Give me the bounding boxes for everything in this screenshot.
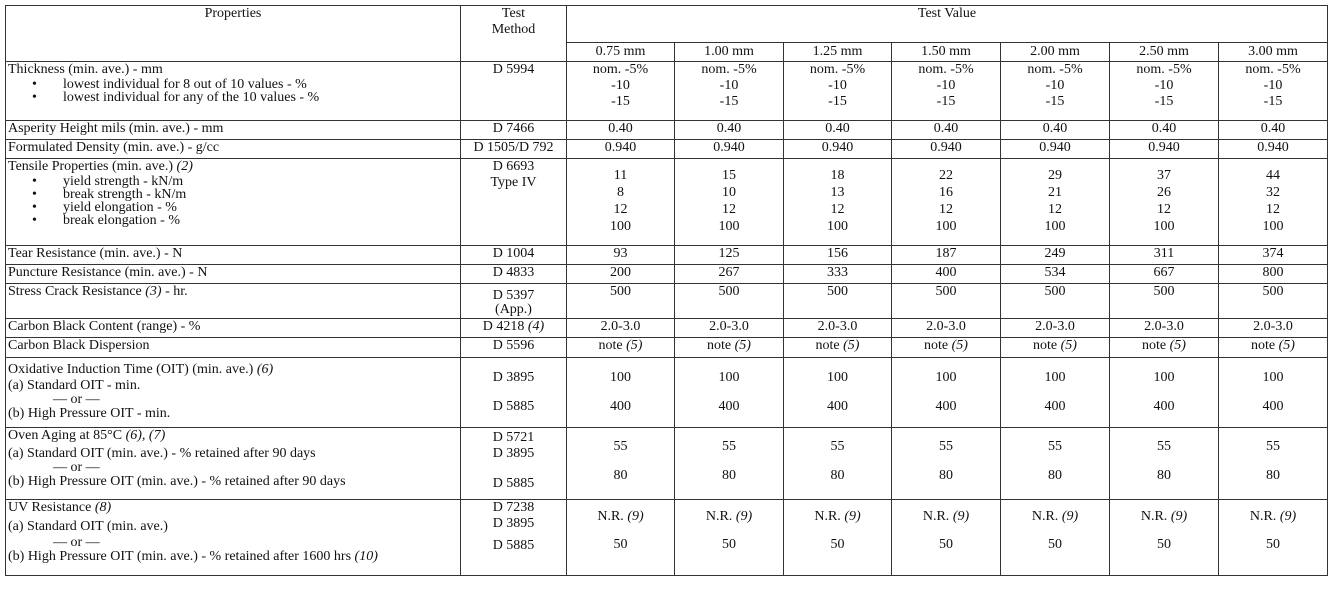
carbon-content-value: 2.0-3.0 xyxy=(1219,319,1328,338)
tensile-values xyxy=(567,159,675,246)
note-text: note xyxy=(1033,338,1058,353)
break-elongation-value: 100 xyxy=(718,219,740,234)
stress-crack-value: 500 xyxy=(567,284,675,319)
uv-values xyxy=(1110,500,1219,576)
thickness-values xyxy=(784,62,892,121)
uv-standard-value: N.R. xyxy=(1140,509,1168,524)
puncture-value: 200 xyxy=(567,265,675,284)
stress-crack-value: 500 xyxy=(1110,284,1219,319)
carbon-dispersion-method: D 5596 xyxy=(461,338,567,358)
asperity-property: Asperity Height mils (min. ave.) - mm xyxy=(6,121,461,140)
oit-standard-value: 100 xyxy=(610,370,631,385)
note-ref: (5) xyxy=(1060,338,1077,353)
oven-standard-value: 55 xyxy=(830,439,845,454)
break-strength-value: 13 xyxy=(830,185,845,200)
row-oit xyxy=(6,358,1328,428)
tear-value: 311 xyxy=(1110,246,1219,265)
tear-property: Tear Resistance (min. ave.) - N xyxy=(6,246,461,265)
specification-table xyxy=(5,5,1328,576)
puncture-property: Puncture Resistance (min. ave.) - N xyxy=(6,265,461,284)
thickness-nominal: nom. -5% xyxy=(1136,62,1192,77)
asperity-value: 0.40 xyxy=(1001,121,1110,140)
uv-high-pressure-value: 50 xyxy=(1157,537,1171,552)
asperity-value: 0.40 xyxy=(567,121,675,140)
uv-values xyxy=(892,500,1001,576)
density-value: 0.940 xyxy=(784,140,892,159)
break-strength-value: 26 xyxy=(1157,185,1171,200)
note-ref: (5) xyxy=(1169,338,1186,353)
oven-aging-values xyxy=(1110,428,1219,500)
puncture-value: 800 xyxy=(1219,265,1328,284)
break-strength-value: 10 xyxy=(722,185,736,200)
row-carbon-dispersion xyxy=(6,338,1328,358)
oit-high-pressure-value: 400 xyxy=(1153,399,1175,414)
yield-elongation-value: 12 xyxy=(722,202,736,217)
uv-high-pressure-value: 50 xyxy=(939,537,953,552)
tensile-method: D 6693 Type IV xyxy=(461,159,567,246)
carbon-content-value: 2.0-3.0 xyxy=(784,319,892,338)
carbon-dispersion-value xyxy=(675,338,784,358)
carbon-dispersion-value xyxy=(1219,338,1328,358)
thickness-header-200: 2.00 mm xyxy=(1001,43,1110,62)
carbon-dispersion-value xyxy=(1110,338,1219,358)
oit-method: D 3895 D 5885 xyxy=(461,358,567,428)
carbon-content-value: 2.0-3.0 xyxy=(1001,319,1110,338)
oven-standard-value: 55 xyxy=(1266,439,1280,454)
density-value: 0.940 xyxy=(1110,140,1219,159)
puncture-value: 400 xyxy=(892,265,1001,284)
oit-values xyxy=(892,358,1001,428)
uv-standard-note: (9) xyxy=(735,509,753,524)
asperity-method: D 7466 xyxy=(461,121,567,140)
thickness-values xyxy=(675,62,784,121)
asperity-value: 0.40 xyxy=(1110,121,1219,140)
thickness-header-125: 1.25 mm xyxy=(784,43,892,62)
break-strength-value: 8 xyxy=(617,185,624,200)
uv-standard-value: N.R. xyxy=(1031,509,1059,524)
density-method: D 1505/D 792 xyxy=(461,140,567,159)
thickness-nominal: nom. -5% xyxy=(918,62,974,77)
oit-values xyxy=(1001,358,1110,428)
break-elongation-value: 100 xyxy=(827,219,848,234)
thickness-nominal: nom. -5% xyxy=(701,62,757,77)
note-text: note xyxy=(598,338,623,353)
thickness-values xyxy=(892,62,1001,121)
oit-high-pressure-value: 400 xyxy=(935,399,957,414)
thickness-values xyxy=(1110,62,1219,121)
uv-standard-note: (9) xyxy=(952,509,970,524)
row-density xyxy=(6,140,1328,159)
puncture-value: 333 xyxy=(784,265,892,284)
uv-high-pressure-value: 50 xyxy=(1048,537,1062,552)
density-value: 0.940 xyxy=(1219,140,1328,159)
oven-standard-value: 55 xyxy=(1048,439,1062,454)
stress-crack-value: 500 xyxy=(1001,284,1110,319)
stress-crack-value: 500 xyxy=(1219,284,1328,319)
carbon-content-property: Carbon Black Content (range) - % xyxy=(6,319,461,338)
oit-high-pressure-value: 400 xyxy=(1044,399,1066,414)
oit-values xyxy=(1110,358,1219,428)
uv-high-pressure-value: 50 xyxy=(722,537,736,552)
thickness-values xyxy=(1219,62,1328,121)
thickness-header-150: 1.50 mm xyxy=(892,43,1001,62)
tear-value: 125 xyxy=(675,246,784,265)
thickness-header-300: 3.00 mm xyxy=(1219,43,1328,62)
yield-strength-value: 15 xyxy=(722,168,736,183)
asperity-value: 0.40 xyxy=(784,121,892,140)
break-elongation-value: 100 xyxy=(935,219,957,234)
carbon-content-value: 2.0-3.0 xyxy=(675,319,784,338)
thickness-property: Thickness (min. ave.) - mm • lowest individual for 8 out of 10 values - % • lowest individual for any of the 10 values - % xyxy=(6,62,461,121)
uv-values xyxy=(1219,500,1328,576)
row-tensile xyxy=(6,159,1328,246)
stress-crack-value: 500 xyxy=(784,284,892,319)
puncture-method: D 4833 xyxy=(461,265,567,284)
uv-high-pressure-value: 50 xyxy=(613,537,628,552)
oit-standard-value: 100 xyxy=(827,370,848,385)
carbon-dispersion-value xyxy=(1001,338,1110,358)
oven-aging-values xyxy=(1001,428,1110,500)
row-uv-resistance xyxy=(6,500,1328,576)
oven-aging-values xyxy=(1219,428,1328,500)
asperity-value: 0.40 xyxy=(892,121,1001,140)
thickness-min-8of10: -10 xyxy=(611,78,630,93)
uv-standard-note: (9) xyxy=(1061,509,1079,524)
thickness-min-any: -15 xyxy=(1154,94,1174,109)
thickness-method: D 5994 xyxy=(461,62,567,121)
oit-values xyxy=(675,358,784,428)
uv-standard-value: N.R. xyxy=(814,509,841,524)
row-thickness xyxy=(6,62,1328,121)
break-elongation-value: 100 xyxy=(610,219,631,234)
oven-aging-method: D 5721 D 3895 D 5885 xyxy=(461,428,567,500)
oven-aging-values xyxy=(784,428,892,500)
oit-high-pressure-value: 400 xyxy=(827,399,848,414)
oven-standard-value: 55 xyxy=(722,439,736,454)
carbon-content-value: 2.0-3.0 xyxy=(567,319,675,338)
oit-property: Oxidative Induction Time (OIT) (min. ave.) (6) (a) Standard OIT - min. — or — (b) High Pressure OIT - min. xyxy=(6,358,461,428)
break-strength-value: 21 xyxy=(1048,185,1062,200)
yield-strength-value: 11 xyxy=(613,168,628,183)
oven-standard-value: 55 xyxy=(613,439,628,454)
puncture-value: 267 xyxy=(675,265,784,284)
thickness-min-any: -15 xyxy=(1263,94,1283,109)
oit-high-pressure-value: 400 xyxy=(1262,399,1284,414)
thickness-min-any: -15 xyxy=(1045,94,1065,109)
row-asperity xyxy=(6,121,1328,140)
density-value: 0.940 xyxy=(1001,140,1110,159)
oven-high-pressure-value: 80 xyxy=(830,468,845,483)
yield-strength-value: 18 xyxy=(830,168,845,183)
note-text: note xyxy=(1251,338,1276,353)
note-ref: (5) xyxy=(734,338,751,353)
carbon-dispersion-value xyxy=(567,338,675,358)
oit-standard-value: 100 xyxy=(935,370,957,385)
thickness-min-any: -15 xyxy=(936,94,956,109)
thickness-header-250: 2.50 mm xyxy=(1110,43,1219,62)
row-oven-aging xyxy=(6,428,1328,500)
thickness-min-8of10: -10 xyxy=(828,78,847,93)
note-ref: (5) xyxy=(1278,338,1295,353)
tear-value: 187 xyxy=(892,246,1001,265)
properties-header: Properties xyxy=(6,6,461,62)
yield-strength-value: 29 xyxy=(1048,168,1062,183)
thickness-min-any: -15 xyxy=(828,94,847,109)
yield-elongation-value: 12 xyxy=(830,202,845,217)
row-stress-crack xyxy=(6,284,1328,319)
tear-method: D 1004 xyxy=(461,246,567,265)
thickness-min-8of10: -10 xyxy=(1263,78,1283,93)
carbon-dispersion-value xyxy=(892,338,1001,358)
row-carbon-content xyxy=(6,319,1328,338)
uv-standard-note: (9) xyxy=(1170,509,1188,524)
oit-high-pressure-value: 400 xyxy=(610,399,631,414)
uv-standard-value: N.R. xyxy=(922,509,950,524)
asperity-value: 0.40 xyxy=(675,121,784,140)
break-strength-value: 32 xyxy=(1266,185,1280,200)
thickness-min-8of10: -10 xyxy=(936,78,956,93)
density-value: 0.940 xyxy=(567,140,675,159)
note-text: note xyxy=(815,338,840,353)
thickness-nominal: nom. -5% xyxy=(1245,62,1301,77)
oit-values xyxy=(784,358,892,428)
note-ref: (5) xyxy=(951,338,968,353)
uv-property: UV Resistance (8) (a) Standard OIT (min. ave.) — or — (b) High Pressure OIT (min. ave.) - % retained after 1600 hrs (10) xyxy=(6,500,461,576)
note-text: note xyxy=(707,338,732,353)
uv-standard-note: (9) xyxy=(627,509,644,524)
yield-elongation-value: 12 xyxy=(1157,202,1171,217)
oven-standard-value: 55 xyxy=(939,439,953,454)
uv-values xyxy=(1001,500,1110,576)
uv-values xyxy=(784,500,892,576)
thickness-min-8of10: -10 xyxy=(1154,78,1174,93)
tear-value: 249 xyxy=(1001,246,1110,265)
uv-standard-value: N.R. xyxy=(705,509,733,524)
thickness-nominal: nom. -5% xyxy=(592,62,649,77)
tensile-values xyxy=(892,159,1001,246)
yield-elongation-value: 12 xyxy=(1266,202,1280,217)
oven-high-pressure-value: 80 xyxy=(613,468,628,483)
oit-values xyxy=(1219,358,1328,428)
thickness-min-any: -15 xyxy=(719,94,739,109)
density-property: Formulated Density (min. ave.) - g/cc xyxy=(6,140,461,159)
puncture-value: 667 xyxy=(1110,265,1219,284)
thickness-min-8of10: -10 xyxy=(719,78,739,93)
oven-standard-value: 55 xyxy=(1157,439,1171,454)
thickness-min-any: -15 xyxy=(611,94,630,109)
uv-standard-value: N.R. xyxy=(597,509,624,524)
carbon-dispersion-property: Carbon Black Dispersion xyxy=(6,338,461,358)
thickness-min-8of10: -10 xyxy=(1045,78,1065,93)
tensile-values xyxy=(1001,159,1110,246)
note-text: note xyxy=(1142,338,1167,353)
carbon-content-method: D 4218 (4) xyxy=(461,319,567,338)
oven-high-pressure-value: 80 xyxy=(1048,468,1062,483)
uv-high-pressure-value: 50 xyxy=(1266,537,1280,552)
thickness-header-075: 0.75 mm xyxy=(567,43,675,62)
tear-value: 374 xyxy=(1219,246,1328,265)
oven-aging-values xyxy=(567,428,675,500)
yield-strength-value: 37 xyxy=(1157,168,1171,183)
oven-high-pressure-value: 80 xyxy=(1157,468,1171,483)
tensile-values xyxy=(1110,159,1219,246)
break-elongation-value: 100 xyxy=(1262,219,1284,234)
oven-high-pressure-value: 80 xyxy=(939,468,953,483)
tear-value: 93 xyxy=(567,246,675,265)
stress-crack-value: 500 xyxy=(892,284,1001,319)
density-value: 0.940 xyxy=(675,140,784,159)
yield-elongation-value: 12 xyxy=(1048,202,1062,217)
oven-high-pressure-value: 80 xyxy=(722,468,736,483)
oit-standard-value: 100 xyxy=(1262,370,1284,385)
yield-elongation-value: 12 xyxy=(939,202,953,217)
stress-crack-property: Stress Crack Resistance (3) - hr. xyxy=(6,284,461,319)
oit-high-pressure-value: 400 xyxy=(718,399,740,414)
thickness-nominal: nom. -5% xyxy=(1027,62,1083,77)
yield-strength-value: 22 xyxy=(939,168,953,183)
oit-values xyxy=(567,358,675,428)
row-puncture xyxy=(6,265,1328,284)
tensile-values xyxy=(784,159,892,246)
puncture-value: 534 xyxy=(1001,265,1110,284)
test-method-header: Test Method xyxy=(461,6,567,62)
break-elongation-value: 100 xyxy=(1044,219,1066,234)
stress-crack-value: 500 xyxy=(675,284,784,319)
oit-standard-value: 100 xyxy=(1044,370,1066,385)
oven-aging-property: Oven Aging at 85°C (6), (7) (a) Standard OIT (min. ave.) - % retained after 90 days — or — (b) High Pressure OIT (min. ave.) - % retained after 90 days xyxy=(6,428,461,500)
tensile-property: Tensile Properties (min. ave.) (2) • yield strength - kN/m • break strength - kN/m • yield elongation - % • break elongation - % xyxy=(6,159,461,246)
thickness-header-100: 1.00 mm xyxy=(675,43,784,62)
note-text: note xyxy=(924,338,949,353)
thickness-values xyxy=(1001,62,1110,121)
oven-aging-values xyxy=(675,428,784,500)
row-tear xyxy=(6,246,1328,265)
note-ref: (5) xyxy=(843,338,860,353)
oven-high-pressure-value: 80 xyxy=(1266,468,1280,483)
carbon-dispersion-value xyxy=(784,338,892,358)
break-strength-value: 16 xyxy=(939,185,953,200)
stress-crack-method: D 5397 (App.) xyxy=(461,284,567,319)
uv-method: D 7238 D 3895 D 5885 xyxy=(461,500,567,576)
break-elongation-value: 100 xyxy=(1153,219,1175,234)
oit-standard-value: 100 xyxy=(718,370,740,385)
test-value-header: Test Value xyxy=(567,6,1328,43)
uv-standard-value: N.R. xyxy=(1249,509,1277,524)
tensile-values xyxy=(675,159,784,246)
oit-standard-value: 100 xyxy=(1153,370,1175,385)
thickness-values xyxy=(567,62,675,121)
uv-high-pressure-value: 50 xyxy=(830,537,845,552)
note-ref: (5) xyxy=(626,338,643,353)
carbon-content-value: 2.0-3.0 xyxy=(892,319,1001,338)
uv-standard-note: (9) xyxy=(1279,509,1297,524)
tensile-values xyxy=(1219,159,1328,246)
yield-elongation-value: 12 xyxy=(613,202,628,217)
oven-aging-values xyxy=(892,428,1001,500)
uv-values xyxy=(567,500,675,576)
asperity-value: 0.40 xyxy=(1219,121,1328,140)
thickness-nominal: nom. -5% xyxy=(809,62,866,77)
uv-values xyxy=(675,500,784,576)
density-value: 0.940 xyxy=(892,140,1001,159)
carbon-content-value: 2.0-3.0 xyxy=(1110,319,1219,338)
tear-value: 156 xyxy=(784,246,892,265)
uv-standard-note: (9) xyxy=(844,509,861,524)
yield-strength-value: 44 xyxy=(1266,168,1280,183)
